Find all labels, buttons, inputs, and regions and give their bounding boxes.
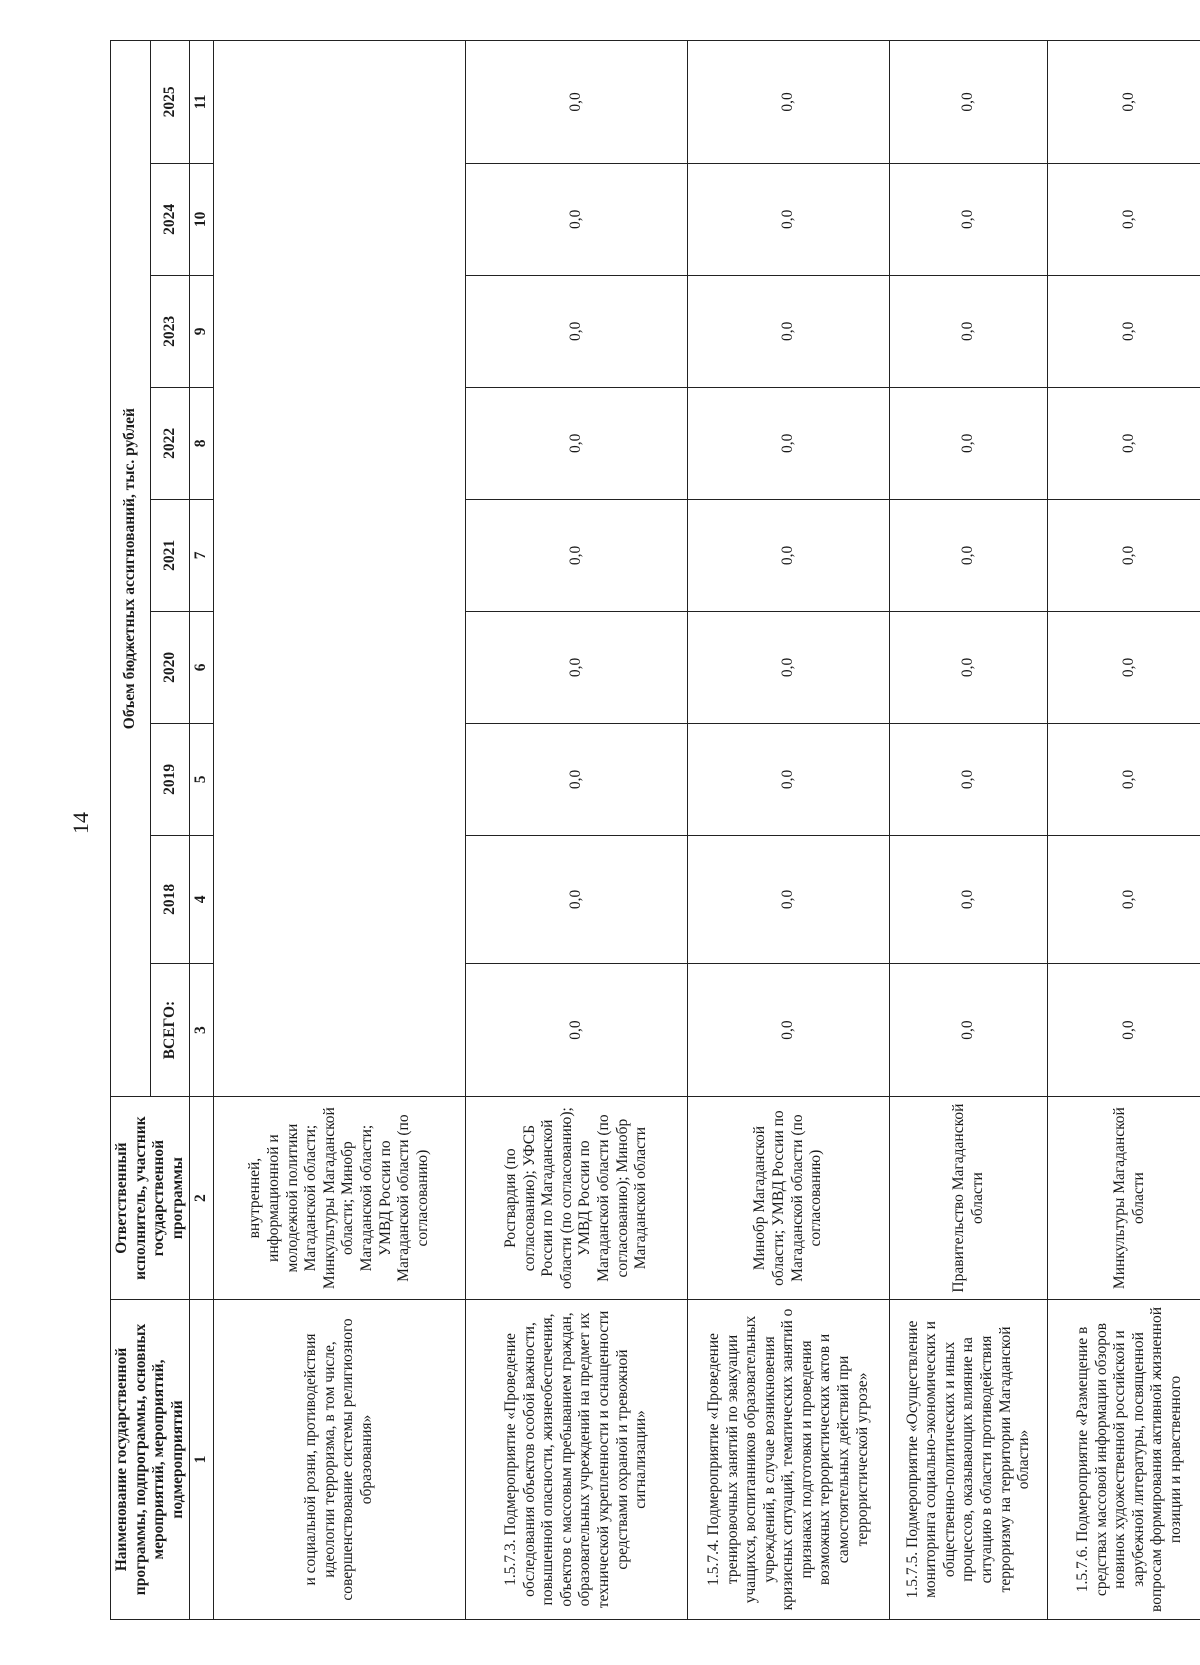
value-2021: 0,0	[1048, 499, 1200, 611]
header-year-2019: 2019	[150, 723, 190, 835]
col-number: 8	[190, 387, 214, 499]
value-2025: 0,0	[688, 41, 890, 164]
value-total: 0,0	[889, 963, 1047, 1096]
values-empty	[213, 41, 465, 1097]
value-2020: 0,0	[889, 611, 1047, 723]
budget-table	[110, 40, 1200, 1620]
col-number: 10	[190, 163, 214, 275]
value-total: 0,0	[688, 963, 890, 1096]
column-number-row	[190, 41, 214, 1620]
value-2023: 0,0	[889, 275, 1047, 387]
col-number: 1	[190, 1299, 214, 1619]
value-2020: 0,0	[1048, 611, 1200, 723]
value-2023: 0,0	[1048, 275, 1200, 387]
value-2024: 0,0	[1048, 163, 1200, 275]
value-2025: 0,0	[1048, 41, 1200, 164]
program-name: 1.5.7.4. Подмероприятие «Проведение тренировочных занятий по эвакуации учащихся, воспитанников образовательных учреждений, в случае возникновения кризисных ситуаций, тематических занятий о признаках подготовки и проведения возможных террористических актов и самостоятельных действий при террористической угрозе»	[688, 1299, 890, 1619]
col-number: 2	[190, 1097, 214, 1300]
value-2019: 0,0	[465, 723, 687, 835]
col-number: 4	[190, 835, 214, 963]
value-2024: 0,0	[688, 163, 890, 275]
value-2025: 0,0	[465, 41, 687, 164]
table-row	[889, 41, 1047, 1620]
header-year-2020: 2020	[150, 611, 190, 723]
header-year-2024: 2024	[150, 163, 190, 275]
value-2021: 0,0	[465, 499, 687, 611]
value-2019: 0,0	[1048, 723, 1200, 835]
header-executor: Ответственный исполнитель, участник государственной программы	[111, 1097, 190, 1300]
col-number: 7	[190, 499, 214, 611]
header-year-2022: 2022	[150, 387, 190, 499]
value-2020: 0,0	[688, 611, 890, 723]
header-row-top	[111, 41, 151, 1620]
page-number: 14	[68, 812, 93, 834]
header-budget-group: Объем бюджетных ассигнований, тыс. рублей	[111, 41, 151, 1097]
header-year-2021: 2021	[150, 499, 190, 611]
header-name: Наименование государственной программы, подпрограммы, основных мероприятий, мероприятий, подмероприятий	[111, 1299, 190, 1619]
value-2025: 0,0	[889, 41, 1047, 164]
col-number: 3	[190, 963, 214, 1096]
header-total: ВСЕГО:	[150, 963, 190, 1096]
col-number: 9	[190, 275, 214, 387]
value-2022: 0,0	[688, 387, 890, 499]
value-2020: 0,0	[465, 611, 687, 723]
executor: Росгвардия (по согласованию); УФСБ России по Магаданской области (по согласованию); УМВД России по Магаданской области (по согласованию); Минобр Магаданской области	[465, 1097, 687, 1300]
rotated-table-container	[110, 40, 1184, 1620]
value-2018: 0,0	[688, 835, 890, 963]
program-name: и социальной розни, противодействия идеологии терроризма, в том числе, совершенствование системы религиозного образования»	[213, 1299, 465, 1619]
value-2023: 0,0	[465, 275, 687, 387]
program-name: 1.5.7.6. Подмероприятие «Размещение в средствах массовой информации обзоров новинок художественной российской и зарубежной литературы, посвященной вопросам формирования активной жизненной позиции и нравственного	[1048, 1299, 1200, 1619]
value-2023: 0,0	[688, 275, 890, 387]
col-number: 6	[190, 611, 214, 723]
executor: внутренней, информационной и молодежной политики Магаданской области; Минкультуры Магаданской области; Минобр Магаданской области; УМВД России по Магаданской области (по согласованию)	[213, 1097, 465, 1300]
value-2022: 0,0	[889, 387, 1047, 499]
value-2018: 0,0	[1048, 835, 1200, 963]
col-number: 5	[190, 723, 214, 835]
value-2022: 0,0	[465, 387, 687, 499]
value-total: 0,0	[465, 963, 687, 1096]
table-row	[465, 41, 687, 1620]
value-2018: 0,0	[889, 835, 1047, 963]
executor: Минкультуры Магаданской области	[1048, 1097, 1200, 1300]
table-row	[213, 41, 465, 1620]
value-2022: 0,0	[1048, 387, 1200, 499]
value-2021: 0,0	[688, 499, 890, 611]
header-year-2023: 2023	[150, 275, 190, 387]
header-year-2018: 2018	[150, 835, 190, 963]
program-name: 1.5.7.5. Подмероприятие «Осуществление мониторинга социально-экономических и общественно-политических и иных процессов, оказывающих влияние на ситуацию в области противодействия терроризму на территории Магаданской области»	[889, 1299, 1047, 1619]
value-total: 0,0	[1048, 963, 1200, 1096]
value-2018: 0,0	[465, 835, 687, 963]
value-2024: 0,0	[465, 163, 687, 275]
col-number: 11	[190, 41, 214, 164]
executor: Правительство Магаданской области	[889, 1097, 1047, 1300]
value-2019: 0,0	[889, 723, 1047, 835]
value-2021: 0,0	[889, 499, 1047, 611]
table-row	[1048, 41, 1200, 1620]
value-2024: 0,0	[889, 163, 1047, 275]
program-name: 1.5.7.3. Подмероприятие «Проведение обследования объектов особой важности, повышенной опасности, жизнеобеспечения, объектов с массовым пребыванием граждан, образовательных учреждений на предмет их технической укрепленности и оснащенности средствами охраной и тревожной сигнализации»	[465, 1299, 687, 1619]
header-year-2025: 2025	[150, 41, 190, 164]
executor: Минобр Магаданской области; УМВД России по Магаданской области (по согласованию)	[688, 1097, 890, 1300]
value-2019: 0,0	[688, 723, 890, 835]
table-row	[688, 41, 890, 1620]
